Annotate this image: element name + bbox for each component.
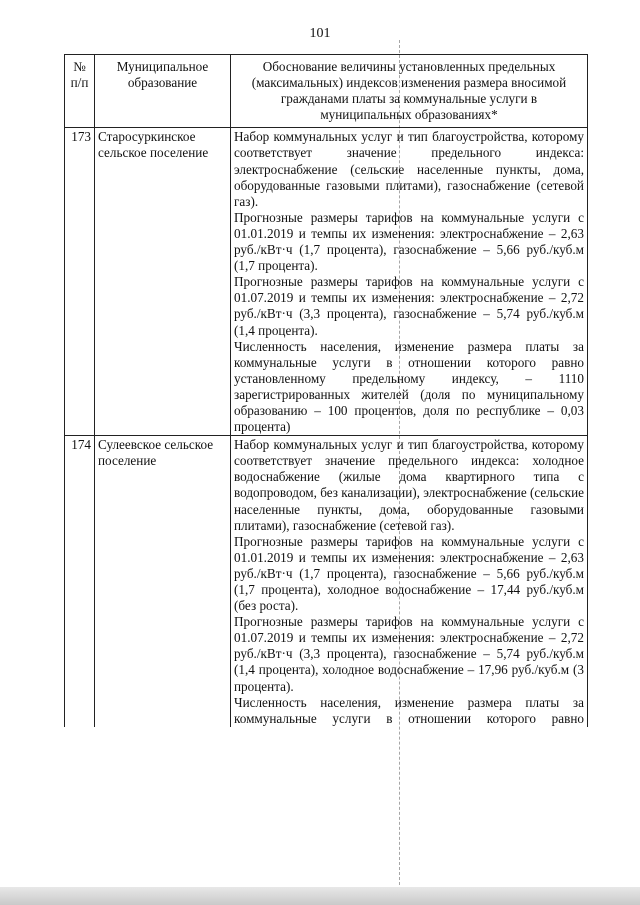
- table-row: [65, 128, 588, 436]
- page-number: 101: [309, 26, 331, 41]
- municipality-name: Сулеевское сельское поселение: [95, 436, 231, 727]
- paragraph: Прогнозные размеры тарифов на коммунальные услуги с 01.01.2019 и темпы их изменения: электроснабжение – 2,63 руб./кВт·ч (1,7 процента), газоснабжение – 5,66 руб./куб.м (1,7 процента).: [234, 209, 584, 274]
- paragraph: Набор коммунальных услуг и тип благоустройства, которому соответствует значение предельного индекса: электроснабжение (сельские населенные пункты, дома, оборудованные газовыми плитами), газоснабжение (сетевой газ).: [234, 129, 584, 209]
- municipality-name: Старосуркинское сельское поселение: [95, 128, 231, 436]
- justification-cell: [231, 436, 588, 727]
- header-municipality: Муниципальное образование: [95, 55, 231, 128]
- paragraph: Набор коммунальных услуг и тип благоустройства, которому соответствует значение предельного индекса: холодное водоснабжение (жилые дома квартирного типа с водопроводом, без канализации), электроснабжение (сельские населенные пункты, дома, оборудованные газовыми плитами), газоснабжение (сетевой газ).: [234, 437, 584, 533]
- header-num: № п/п: [65, 55, 95, 128]
- row-number: 174: [65, 436, 95, 727]
- tariff-table: [64, 54, 588, 727]
- scan-bottom-edge: [0, 887, 640, 905]
- paragraph: Прогнозные размеры тарифов на коммунальные услуги с 01.07.2019 и темпы их изменения: электроснабжение – 2,72 руб./кВт·ч (3,3 процента), газоснабжение – 5,74 руб./куб.м (1,4 процента), холодное водоснабжение – 17,96 руб./куб.м (3 процента).: [234, 614, 584, 694]
- paragraph: Численность населения, изменение размера платы за коммунальные услуги в отношении которого равно: [234, 694, 584, 726]
- paragraph: Численность населения, изменение размера платы за коммунальные услуги в отношении которого равно установленному предельному индексу, – 1110 зарегистрированных жителей (доля по муниципальному образованию – 100 процентов, доля по республике – 0,03 процента): [234, 338, 584, 435]
- row-number: 173: [65, 128, 95, 436]
- table-row: [65, 436, 588, 727]
- justification-cell: [231, 128, 588, 436]
- header-justification: Обоснование величины установленных предельных (максимальных) индексов изменения размера вносимой гражданами платы за коммунальные услуги в муниципальных образованиях*: [231, 55, 588, 128]
- scan-fold-line: [399, 40, 400, 885]
- paragraph: Прогнозные размеры тарифов на коммунальные услуги с 01.07.2019 и темпы их изменения: электроснабжение – 2,72 руб./кВт·ч (3,3 процента), газоснабжение – 5,74 руб./куб.м (1,4 процента).: [234, 274, 584, 338]
- table-header-row: [65, 55, 588, 128]
- paragraph: Прогнозные размеры тарифов на коммунальные услуги с 01.01.2019 и темпы их изменения: электроснабжение – 2,63 руб./кВт·ч (1,7 процента), газоснабжение – 5,66 руб./куб.м (1,7 процента), холодное водоснабжение – 17,44 руб./куб.м (без роста).: [234, 533, 584, 614]
